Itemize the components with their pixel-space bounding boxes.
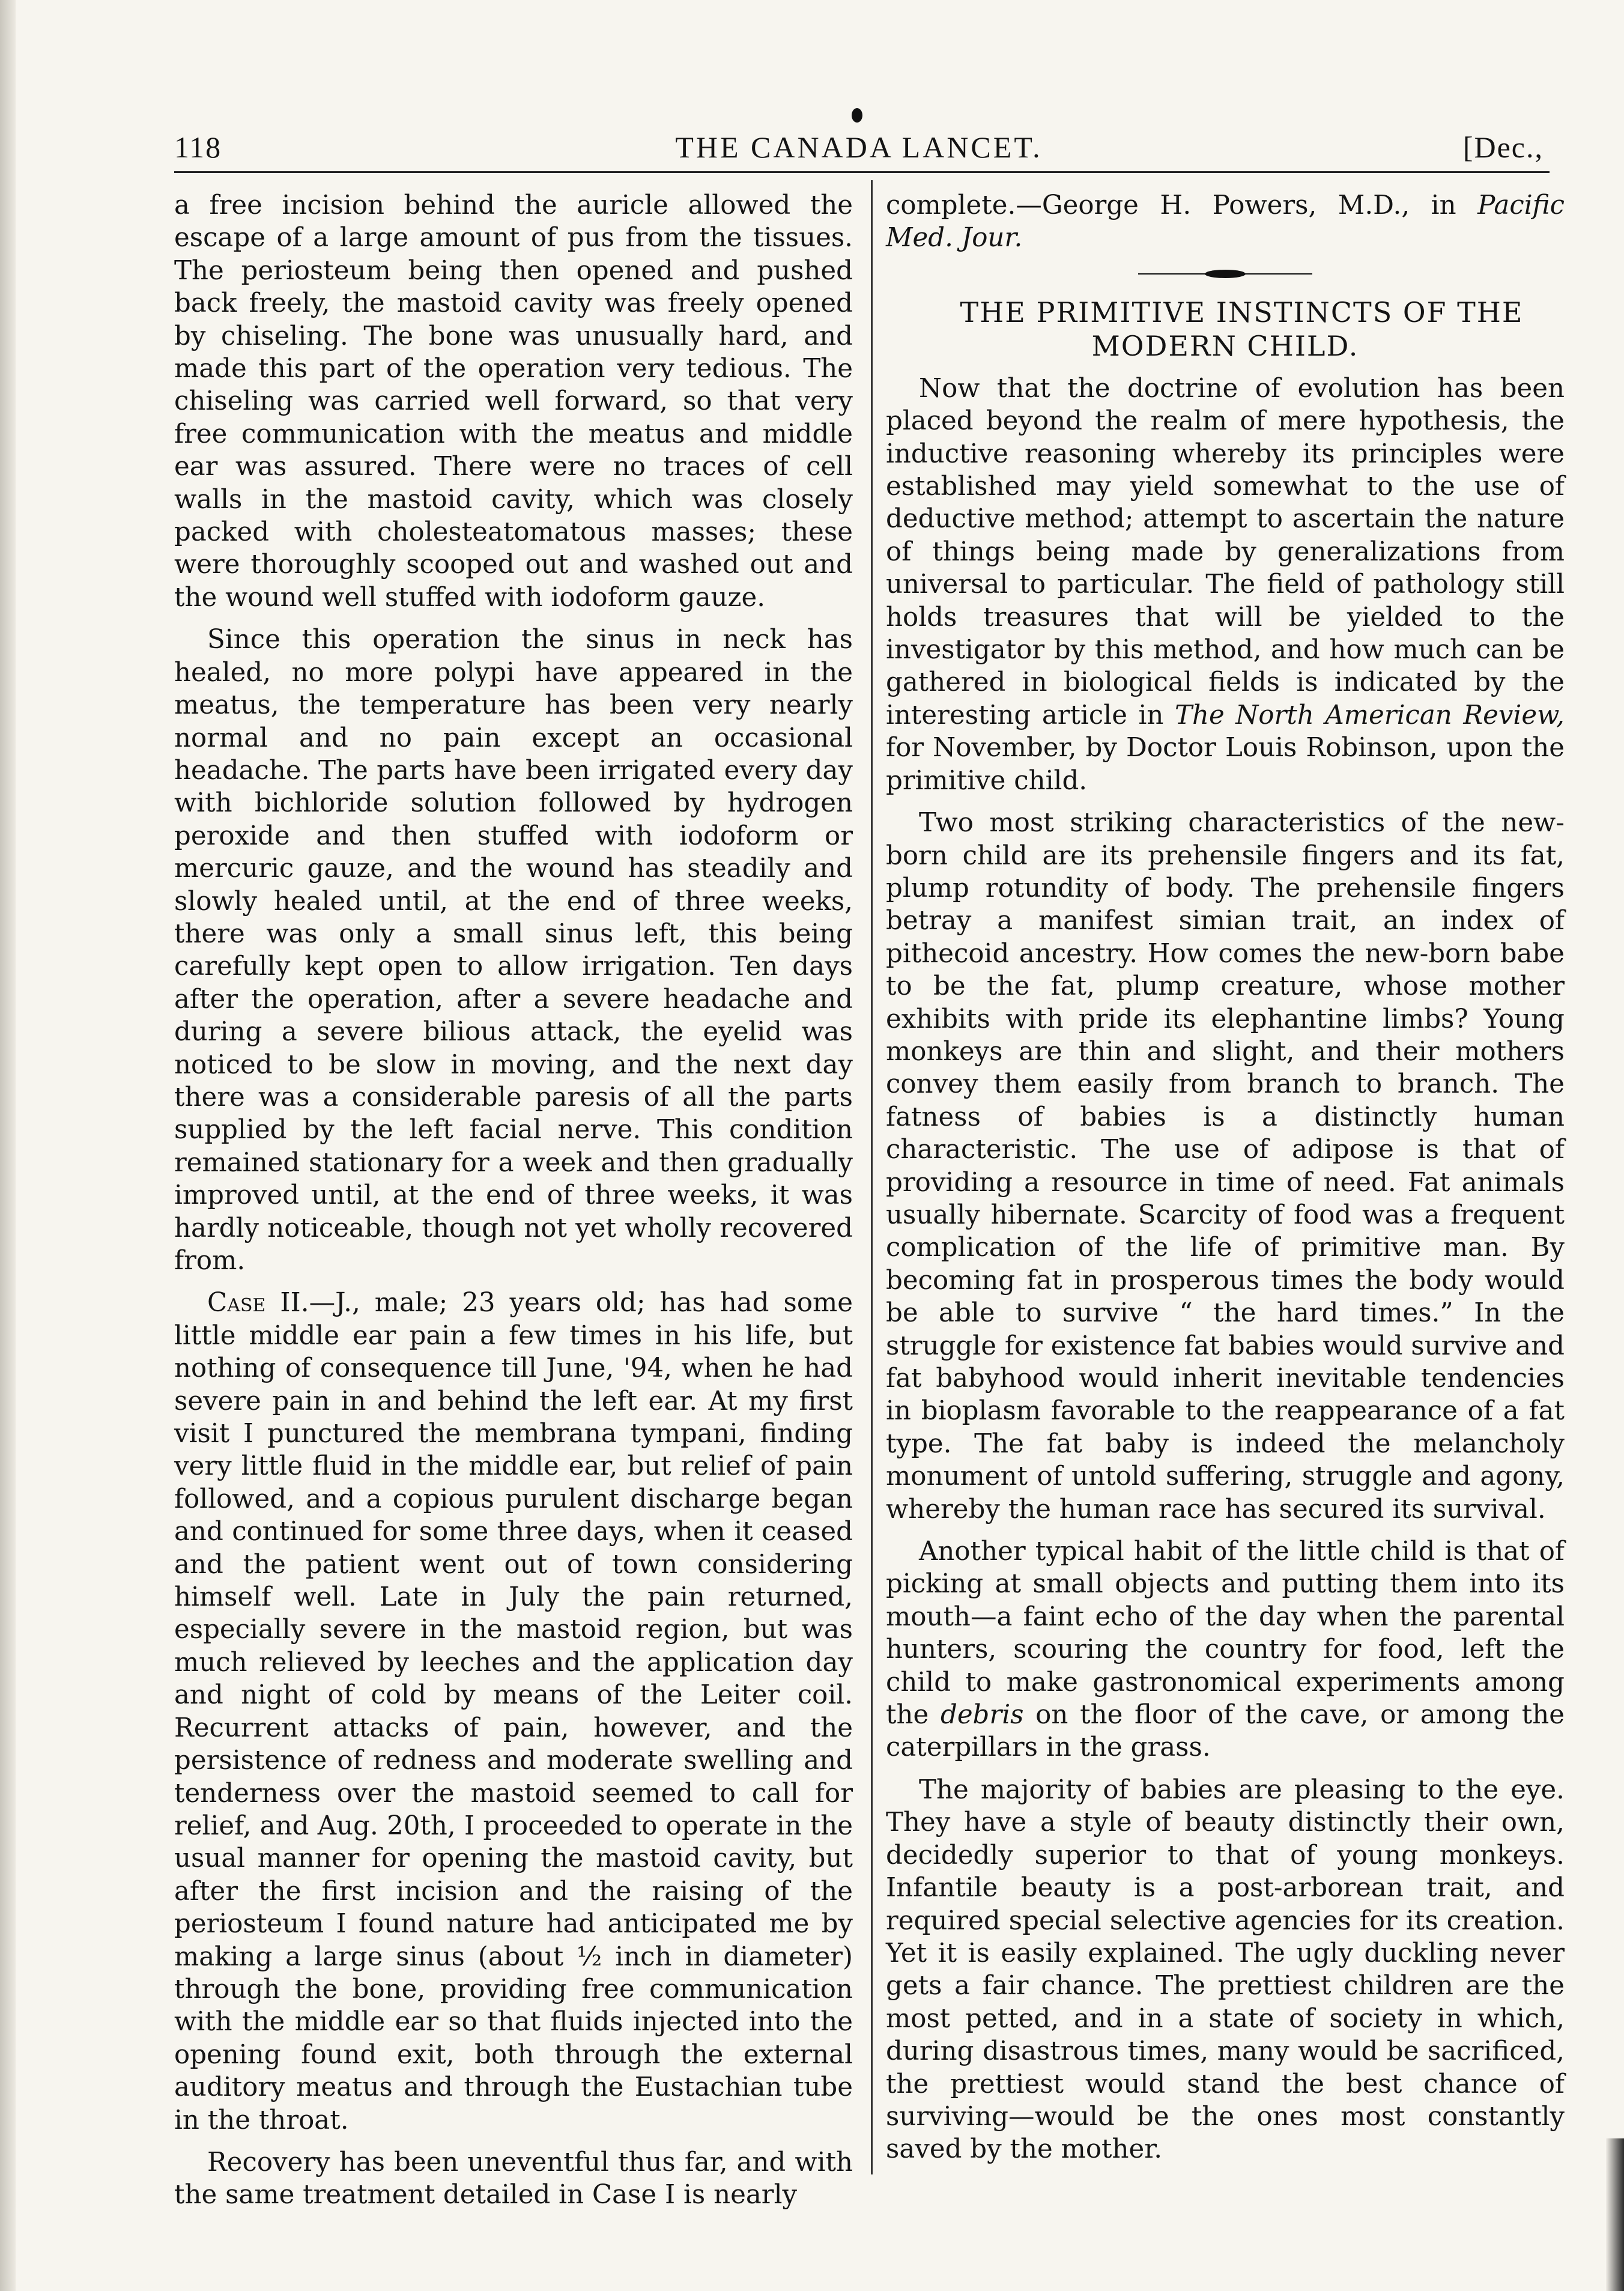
issue-date: [Dec., xyxy=(1462,130,1544,164)
paragraph: Since this operation the sinus in neck has healed, no more polypi have appeared in the meatus, the temperature has been very nearly normal and no pain except an occasional headache. The parts have been irrigated every day with bichloride solution followed by hydrogen peroxide and then stuffed with iodoform or mercuric gauze, and the wound has steadily and slowly healed until, at the end of three weeks, there was only a small sinus left, this being carefully kept open to allow irrigation. Ten days after the operation, after a severe headache and during a severe bilious attack, the eyelid was noticed to be slow in moving, and the next day there was a considerable paresis of all the parts supplied by the left facial nerve. This condition remained stationary for a week and then gradually improved until, at the end of three weeks, it was hardly noticeable, though not yet wholly recovered from. xyxy=(174,625,853,1276)
paragraph: The majority of babies are pleasing to the eye. They have a style of beauty distinctly their own, decidedly superior to that of young monkeys. Infantile beauty is a post-arborean trait, and required special selective agencies for its creation. Yet it is easily explained. The ugly duckling never gets a fair chance. The prettiest children are the most petted, and in a state of society in which, during disastrous times, many would be sacrificed, the prettiest would stand the best chance of surviving—would be the ones most constantly saved by the mother. xyxy=(886,1774,1565,2165)
page-edge-right xyxy=(1606,2138,1624,2291)
section-divider-ornament xyxy=(1135,268,1315,280)
journal-reference: The North American Review, xyxy=(1174,700,1565,730)
case-paragraph xyxy=(174,1287,853,2137)
column-divider xyxy=(871,180,873,2174)
page-number: 118 xyxy=(174,130,222,164)
running-header xyxy=(174,129,1544,165)
left-column xyxy=(174,189,853,2212)
header-rule xyxy=(174,171,1550,173)
paragraph: a free incision behind the auricle allowed the escape of a large amount of pus from the tissues. The periosteum being then opened and pushed back freely, the mastoid cavity was freely opened by chiseling. The bone was unusually hard, and made this part of the operation very tedious. The chiseling was carried well forward, so that very free communication with the meatus and middle ear was assured. There were no traces of cell walls in the mastoid cavity, which was closely packed with cholesteatomatous masses; these were thoroughly scooped out and washed out and the wound well stuffed with iodoform gauze. xyxy=(174,190,853,613)
text: for November, by Doctor Louis Robinson, upon the primitive child. xyxy=(886,733,1565,796)
paragraph xyxy=(886,372,1565,797)
citation: Pacific Med. Jour. xyxy=(886,190,1565,253)
paragraph xyxy=(886,1535,1565,1764)
continuation-text: complete.—George H. Powers, M.D., in xyxy=(886,190,1478,220)
text: Another typical habit of the little child is that of picking at small objects and putting them into its mouth—a faint echo of the day when the parental hunters, scouring the country for food, left the child to make gastronomical experiments among the xyxy=(886,1537,1565,1731)
text: on the floor of the cave, or among the caterpillars in the grass. xyxy=(886,1700,1565,1763)
page-edge-left xyxy=(0,0,16,2291)
paragraph: Recovery has been uneventful thus far, and with the same treatment detailed in Case I is nearly xyxy=(174,2147,853,2211)
right-column xyxy=(886,189,1565,2166)
paragraph: Two most striking characteristics of the new-born child are its prehensile fingers and its fat, plump rotundity of body. The prehensile fingers betray a manifest simian trait, an index of pithecoid ancestry. How comes the new-born babe to be the fat, plump creature, whose mother exhibits with pride its elephantine limbs? Young monkeys are thin and slight, and their mothers convey them easily from branch to branch. The fatness of babies is a distinctly human characteristic. The use of adipose is that of providing a resource in time of need. Fat animals usually hibernate. Scarcity of food was a frequent complication of the life of primitive man. By becoming fat in prosperous times the body would be able to survive “ the hard times.” In the struggle for existence fat babies would survive and fat babyhood would inherit inevitable tendencies in bioplasm favorable to the reappearance of a fat type. The fat baby is indeed the melancholy monument of untold suffering, struggle and agony, whereby the human race has secured its survival. xyxy=(886,808,1565,1525)
case-text: —J., male; 23 years old; has had some little middle ear pain a few times in his life, but nothing of consequence till June, '94, when he had severe pain in and behind the left ear. At my first visit I punctured the membrana tympani, finding very little fluid in the middle ear, but relief of pain followed, and a copious purulent discharge began and continued for some three days, when it ceased and the patient went out of town considering himself well. Late in July the pain returned, especially severe in the mastoid region, but was much relieved by leeches and the application day and night of cold by means of the Leiter coil. Recurrent attacks of pain, however, and the persistence of redness and moderate swelling and tenderness over the mastoid seemed to call for relief, and Aug. 20th, I proceeded to operate in the usual manner for opening the mastoid cavity, but after the first incision and the raising of the periosteum I found nature had anticipated me by making a large sinus (about ½ inch in diameter) through the bone, providing free communication with the middle ear so that fluids injected into the opening found exit, both through the external auditory meatus and through the Eustachian tube in the throat. xyxy=(174,1288,853,2135)
journal-title: THE CANADA LANCET. xyxy=(675,130,1043,164)
text: Now that the doctrine of evolution has been placed beyond the realm of mere hypothesis, the inductive reasoning whereby its principles were established may yield somewhat to the use of deductive method; attempt to ascertain the nature of things being made by generalizations from universal to particular. The field of pathology still holds treasures that will be yielded to the investigator by this method, and how much can be gathered in biological fields is indicated by the interesting article in xyxy=(886,373,1565,730)
case-label: Case II. xyxy=(207,1288,309,1318)
ink-mark xyxy=(852,108,862,123)
section-title: THE PRIMITIVE INSTINCTS OF THE MODERN CHILD. xyxy=(960,296,1524,362)
continuation-paragraph xyxy=(886,189,1565,255)
italic-term: debris xyxy=(940,1700,1024,1731)
